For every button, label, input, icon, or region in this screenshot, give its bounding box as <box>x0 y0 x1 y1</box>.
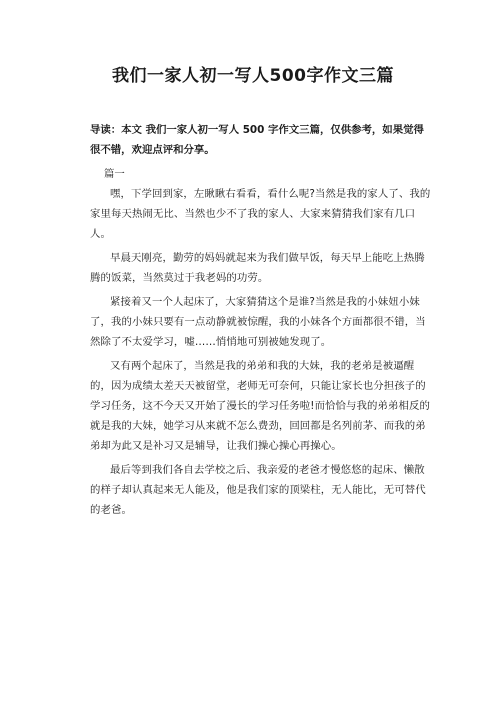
document-intro: 导读：本文 我们一家人初一写人 500 字作文三篇，仅供参考，如果觉得很不错，欢迎点评和分享。 <box>90 124 424 156</box>
paragraph: 嘿，下学回到家，左瞅瞅右看看，看什么呢?当然是我的家人了、我的家里每天热闹无比、当然也少不了我的家人、大家来猜猜我们家有几口人。 <box>90 188 431 240</box>
chapter-label: 篇一 <box>104 168 125 180</box>
paragraph: 最后等到我们各自去学校之后、我亲爱的老爸才慢悠悠的起床、懒散的样子却认真起来无人能及，他是我们家的顶梁柱，无人能比，无可替代的老爸。 <box>90 464 426 516</box>
paragraph: 又有两个起床了，当然是我的弟弟和我的大妹，我的老弟是被逼醒的，因为成绩太差天天被留堂，老师无可奈何，只能让家长也分担孩子的学习任务，这不今天又开始了漫长的学习任务啦!而恰恰与我的弟弟相反的就是我的大妹，她学习从来就不怎么费劲，回回都是名列前茅、而我的弟弟却为此又是补习又是辅导，让我们操心操心再操心。 <box>90 360 430 452</box>
document-title: 我们一家人初一写人500字作文三篇 <box>112 66 394 86</box>
paragraph: 紧接着又一个人起床了，大家猜猜这个是谁?当然是我的小妹妞小妹了，我的小妹只要有一点动静就被惊醒，我的小妹各个方面都很不错，当然除了不太爱学习，嘘……悄悄地可别被她发现了。 <box>90 296 426 348</box>
paragraph: 早晨天刚亮，勤劳的妈妈就起来为我们做早饭，每天早上能吃上热腾腾的饭菜，当然莫过于我老妈的功劳。 <box>90 252 425 284</box>
